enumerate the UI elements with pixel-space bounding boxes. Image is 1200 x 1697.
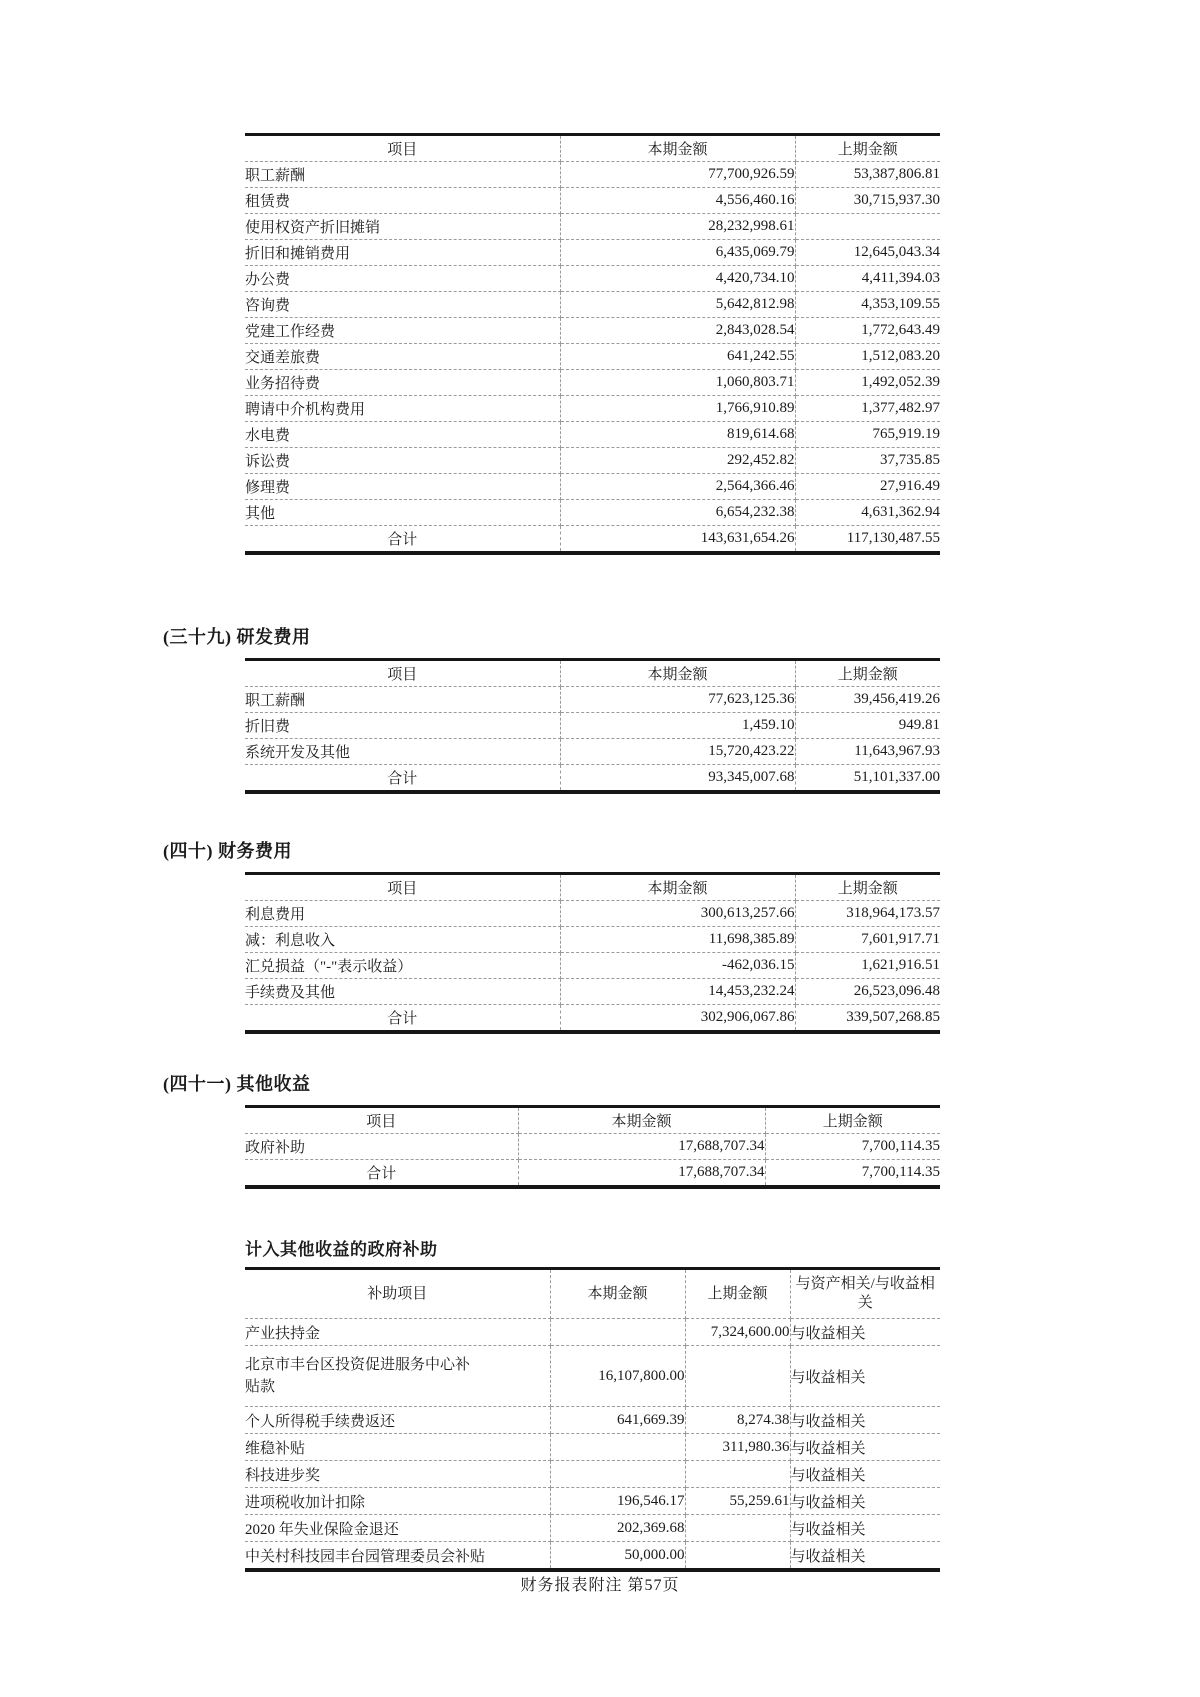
current-amount: 641,242.55 bbox=[560, 344, 795, 370]
current-amount: 6,435,069.79 bbox=[560, 240, 795, 266]
prior-amount: 318,964,173.57 bbox=[795, 901, 940, 927]
col-header-prior: 上期金额 bbox=[795, 874, 940, 901]
table-row bbox=[245, 953, 940, 979]
prior-amount: 311,980.36 bbox=[685, 1434, 790, 1461]
prior-amount: 765,919.19 bbox=[795, 422, 940, 448]
total-row bbox=[245, 765, 940, 793]
prior-amount: 39,456,419.26 bbox=[795, 687, 940, 713]
page-footer: 财务报表附注 第57页 bbox=[520, 1577, 680, 1594]
row-label: 系统开发及其他 bbox=[245, 739, 560, 765]
row-label: 职工薪酬 bbox=[245, 687, 560, 713]
finance-header-row bbox=[245, 874, 940, 901]
prior-amount: 7,700,114.35 bbox=[765, 1134, 940, 1160]
table-row bbox=[245, 979, 940, 1005]
current-amount: 2,564,366.46 bbox=[560, 474, 795, 500]
current-amount bbox=[550, 1461, 685, 1488]
row-label-text: 北京市丰台区投资促进服务中心补贴款 bbox=[245, 1357, 471, 1395]
row-label: 修理费 bbox=[245, 474, 560, 500]
table-row bbox=[245, 1319, 940, 1346]
row-label: 诉讼费 bbox=[245, 448, 560, 474]
table-row bbox=[245, 188, 940, 214]
table-row bbox=[245, 500, 940, 526]
current-amount: 2,843,028.54 bbox=[560, 318, 795, 344]
prior-amount bbox=[685, 1461, 790, 1488]
total-current: 17,688,707.34 bbox=[518, 1160, 765, 1188]
row-label: 2020 年失业保险金退还 bbox=[245, 1515, 550, 1542]
rd-header-row bbox=[245, 660, 940, 687]
total-prior: 117,130,487.55 bbox=[846, 530, 940, 546]
current-amount: 196,546.17 bbox=[550, 1488, 685, 1515]
row-label: 业务招待费 bbox=[245, 370, 560, 396]
table-row bbox=[245, 344, 940, 370]
row-label bbox=[245, 1346, 550, 1407]
table-row bbox=[245, 214, 940, 240]
row-label: 维稳补贴 bbox=[245, 1434, 550, 1461]
current-amount: 50,000.00 bbox=[550, 1542, 685, 1571]
subsidy-table bbox=[245, 1267, 940, 1572]
prior-amount: 8,274.38 bbox=[685, 1407, 790, 1434]
table-row bbox=[245, 901, 940, 927]
prior-amount: 7,324,600.00 bbox=[685, 1319, 790, 1346]
finance-table bbox=[245, 872, 940, 1034]
col-header-item: 项目 bbox=[245, 660, 560, 687]
col-header-prior: 上期金额 bbox=[795, 135, 940, 162]
row-label: 折旧和摊销费用 bbox=[245, 240, 560, 266]
relation-value: 与收益相关 bbox=[790, 1461, 940, 1488]
current-amount bbox=[550, 1434, 685, 1461]
row-label: 折旧费 bbox=[245, 713, 560, 739]
row-label: 利息费用 bbox=[245, 901, 560, 927]
total-prior: 7,700,114.35 bbox=[861, 1164, 940, 1180]
table-row bbox=[245, 162, 940, 188]
row-label: 党建工作经费 bbox=[245, 318, 560, 344]
current-amount: 4,556,460.16 bbox=[560, 188, 795, 214]
table-row bbox=[245, 292, 940, 318]
prior-amount: 1,772,643.49 bbox=[795, 318, 940, 344]
row-label: 中关村科技园丰台园管理委员会补贴 bbox=[245, 1542, 550, 1571]
prior-amount: 4,411,394.03 bbox=[795, 266, 940, 292]
total-label: 合计 bbox=[245, 526, 560, 554]
table-row bbox=[245, 1434, 940, 1461]
table-row bbox=[245, 1488, 940, 1515]
row-label: 使用权资产折旧摊销 bbox=[245, 214, 560, 240]
col-header-item: 项目 bbox=[245, 1107, 518, 1134]
table-row bbox=[245, 1515, 940, 1542]
other-income-table bbox=[245, 1105, 940, 1189]
row-label: 进项税收加计扣除 bbox=[245, 1488, 550, 1515]
prior-amount: 1,377,482.97 bbox=[795, 396, 940, 422]
relation-value: 与收益相关 bbox=[790, 1407, 940, 1434]
col-header-item: 补助项目 bbox=[245, 1269, 550, 1319]
row-label: 科技进步奖 bbox=[245, 1461, 550, 1488]
prior-amount: 26,523,096.48 bbox=[795, 979, 940, 1005]
total-row bbox=[245, 1160, 940, 1188]
row-label: 水电费 bbox=[245, 422, 560, 448]
col-header-item: 项目 bbox=[245, 135, 560, 162]
prior-amount bbox=[685, 1515, 790, 1542]
table-row bbox=[245, 739, 940, 765]
current-amount: 77,623,125.36 bbox=[560, 687, 795, 713]
row-label: 其他 bbox=[245, 500, 560, 526]
current-amount: 28,232,998.61 bbox=[560, 214, 795, 240]
row-label: 租赁费 bbox=[245, 188, 560, 214]
prior-amount: 30,715,937.30 bbox=[795, 188, 940, 214]
row-label: 政府补助 bbox=[245, 1134, 518, 1160]
total-prior: 339,507,268.85 bbox=[846, 1009, 940, 1025]
prior-amount bbox=[795, 214, 940, 240]
table-row bbox=[245, 474, 940, 500]
col-header-current: 本期金额 bbox=[560, 660, 795, 687]
table-row bbox=[245, 422, 940, 448]
current-amount: 6,654,232.38 bbox=[560, 500, 795, 526]
current-amount: 1,459.10 bbox=[560, 713, 795, 739]
other-income-table-block bbox=[245, 1105, 940, 1189]
current-amount: 5,642,812.98 bbox=[560, 292, 795, 318]
current-amount: 14,453,232.24 bbox=[560, 979, 795, 1005]
row-label: 交通差旅费 bbox=[245, 344, 560, 370]
table-row bbox=[245, 1461, 940, 1488]
prior-amount: 7,601,917.71 bbox=[795, 927, 940, 953]
total-row bbox=[245, 1005, 940, 1033]
current-amount: 1,766,910.89 bbox=[560, 396, 795, 422]
table-row bbox=[245, 687, 940, 713]
table-row bbox=[245, 266, 940, 292]
total-current: 93,345,007.68 bbox=[560, 765, 795, 793]
current-amount: 292,452.82 bbox=[560, 448, 795, 474]
prior-amount bbox=[685, 1346, 790, 1407]
current-amount: 300,613,257.66 bbox=[560, 901, 795, 927]
prior-amount: 55,259.61 bbox=[685, 1488, 790, 1515]
table-row bbox=[245, 240, 940, 266]
finance-table-block bbox=[245, 872, 940, 1034]
col-header-relation: 与资产相关/与收益相关 bbox=[790, 1269, 940, 1319]
subsidy-table-block bbox=[245, 1267, 940, 1572]
prior-amount bbox=[685, 1542, 790, 1571]
total-current: 143,631,654.26 bbox=[560, 526, 795, 554]
current-amount: 11,698,385.89 bbox=[560, 927, 795, 953]
prior-amount: 1,621,916.51 bbox=[795, 953, 940, 979]
relation-value: 与收益相关 bbox=[790, 1488, 940, 1515]
current-amount: 641,669.39 bbox=[550, 1407, 685, 1434]
table-row bbox=[245, 713, 940, 739]
row-label: 职工薪酬 bbox=[245, 162, 560, 188]
current-amount: 77,700,926.59 bbox=[560, 162, 795, 188]
col-header-prior: 上期金额 bbox=[765, 1107, 940, 1134]
relation-value: 与收益相关 bbox=[790, 1548, 866, 1565]
current-amount: 15,720,423.22 bbox=[560, 739, 795, 765]
prior-amount: 53,387,806.81 bbox=[795, 162, 940, 188]
total-row bbox=[245, 526, 940, 554]
prior-amount: 4,353,109.55 bbox=[795, 292, 940, 318]
relation-value: 与收益相关 bbox=[790, 1346, 940, 1407]
prior-amount: 11,643,967.93 bbox=[795, 739, 940, 765]
total-label: 合计 bbox=[245, 1005, 560, 1033]
opex-table-block bbox=[245, 133, 940, 555]
relation-value: 与收益相关 bbox=[790, 1434, 940, 1461]
current-amount: -462,036.15 bbox=[560, 953, 795, 979]
prior-amount: 12,645,043.34 bbox=[795, 240, 940, 266]
prior-amount: 37,735.85 bbox=[795, 448, 940, 474]
current-amount: 202,369.68 bbox=[550, 1515, 685, 1542]
total-label: 合计 bbox=[245, 1160, 518, 1188]
row-label: 手续费及其他 bbox=[245, 979, 560, 1005]
table-row bbox=[245, 1346, 940, 1407]
current-amount: 1,060,803.71 bbox=[560, 370, 795, 396]
other-income-header-row bbox=[245, 1107, 940, 1134]
row-label: 汇兑损益（"-"表示收益） bbox=[245, 953, 560, 979]
prior-amount: 1,512,083.20 bbox=[795, 344, 940, 370]
section-heading-other-income: (四十一) 其他收益 bbox=[163, 1074, 311, 1094]
subsidy-header-row bbox=[245, 1269, 940, 1319]
total-label: 合计 bbox=[245, 765, 560, 793]
table-row bbox=[245, 1407, 940, 1434]
col-header-current: 本期金额 bbox=[550, 1269, 685, 1319]
col-header-item: 项目 bbox=[245, 874, 560, 901]
current-amount: 819,614.68 bbox=[560, 422, 795, 448]
current-amount: 17,688,707.34 bbox=[518, 1134, 765, 1160]
col-header-current: 本期金额 bbox=[560, 874, 795, 901]
col-header-prior: 上期金额 bbox=[795, 660, 940, 687]
row-label: 减：利息收入 bbox=[245, 927, 560, 953]
rd-table bbox=[245, 658, 940, 794]
table-row bbox=[245, 1542, 940, 1571]
row-label: 产业扶持金 bbox=[245, 1319, 550, 1346]
current-amount: 4,420,734.10 bbox=[560, 266, 795, 292]
row-label: 聘请中介机构费用 bbox=[245, 396, 560, 422]
section-heading-rd: (三十九) 研发费用 bbox=[163, 627, 311, 647]
table-row bbox=[245, 318, 940, 344]
prior-amount: 1,492,052.39 bbox=[795, 370, 940, 396]
relation-value: 与收益相关 bbox=[790, 1515, 940, 1542]
col-header-prior: 上期金额 bbox=[685, 1269, 790, 1319]
prior-amount: 949.81 bbox=[795, 713, 940, 739]
current-amount bbox=[550, 1319, 685, 1346]
row-label: 办公费 bbox=[245, 266, 560, 292]
total-current: 302,906,067.86 bbox=[560, 1005, 795, 1033]
opex-table bbox=[245, 133, 940, 555]
subsidy-subtitle: 计入其他收益的政府补助 bbox=[245, 1240, 438, 1259]
table-row bbox=[245, 370, 940, 396]
col-header-current: 本期金额 bbox=[560, 135, 795, 162]
current-amount: 16,107,800.00 bbox=[550, 1346, 685, 1407]
rd-table-block bbox=[245, 658, 940, 794]
row-label: 个人所得税手续费返还 bbox=[245, 1407, 550, 1434]
section-heading-finance: (四十) 财务费用 bbox=[163, 841, 292, 861]
relation-value: 与收益相关 bbox=[790, 1319, 940, 1346]
prior-amount: 27,916.49 bbox=[795, 474, 940, 500]
prior-amount: 4,631,362.94 bbox=[795, 500, 940, 526]
opex-header-row bbox=[245, 135, 940, 162]
table-row bbox=[245, 1134, 940, 1160]
table-row bbox=[245, 927, 940, 953]
total-prior: 51,101,337.00 bbox=[853, 769, 940, 785]
row-label: 咨询费 bbox=[245, 292, 560, 318]
col-header-current: 本期金额 bbox=[518, 1107, 765, 1134]
table-row bbox=[245, 396, 940, 422]
table-row bbox=[245, 448, 940, 474]
